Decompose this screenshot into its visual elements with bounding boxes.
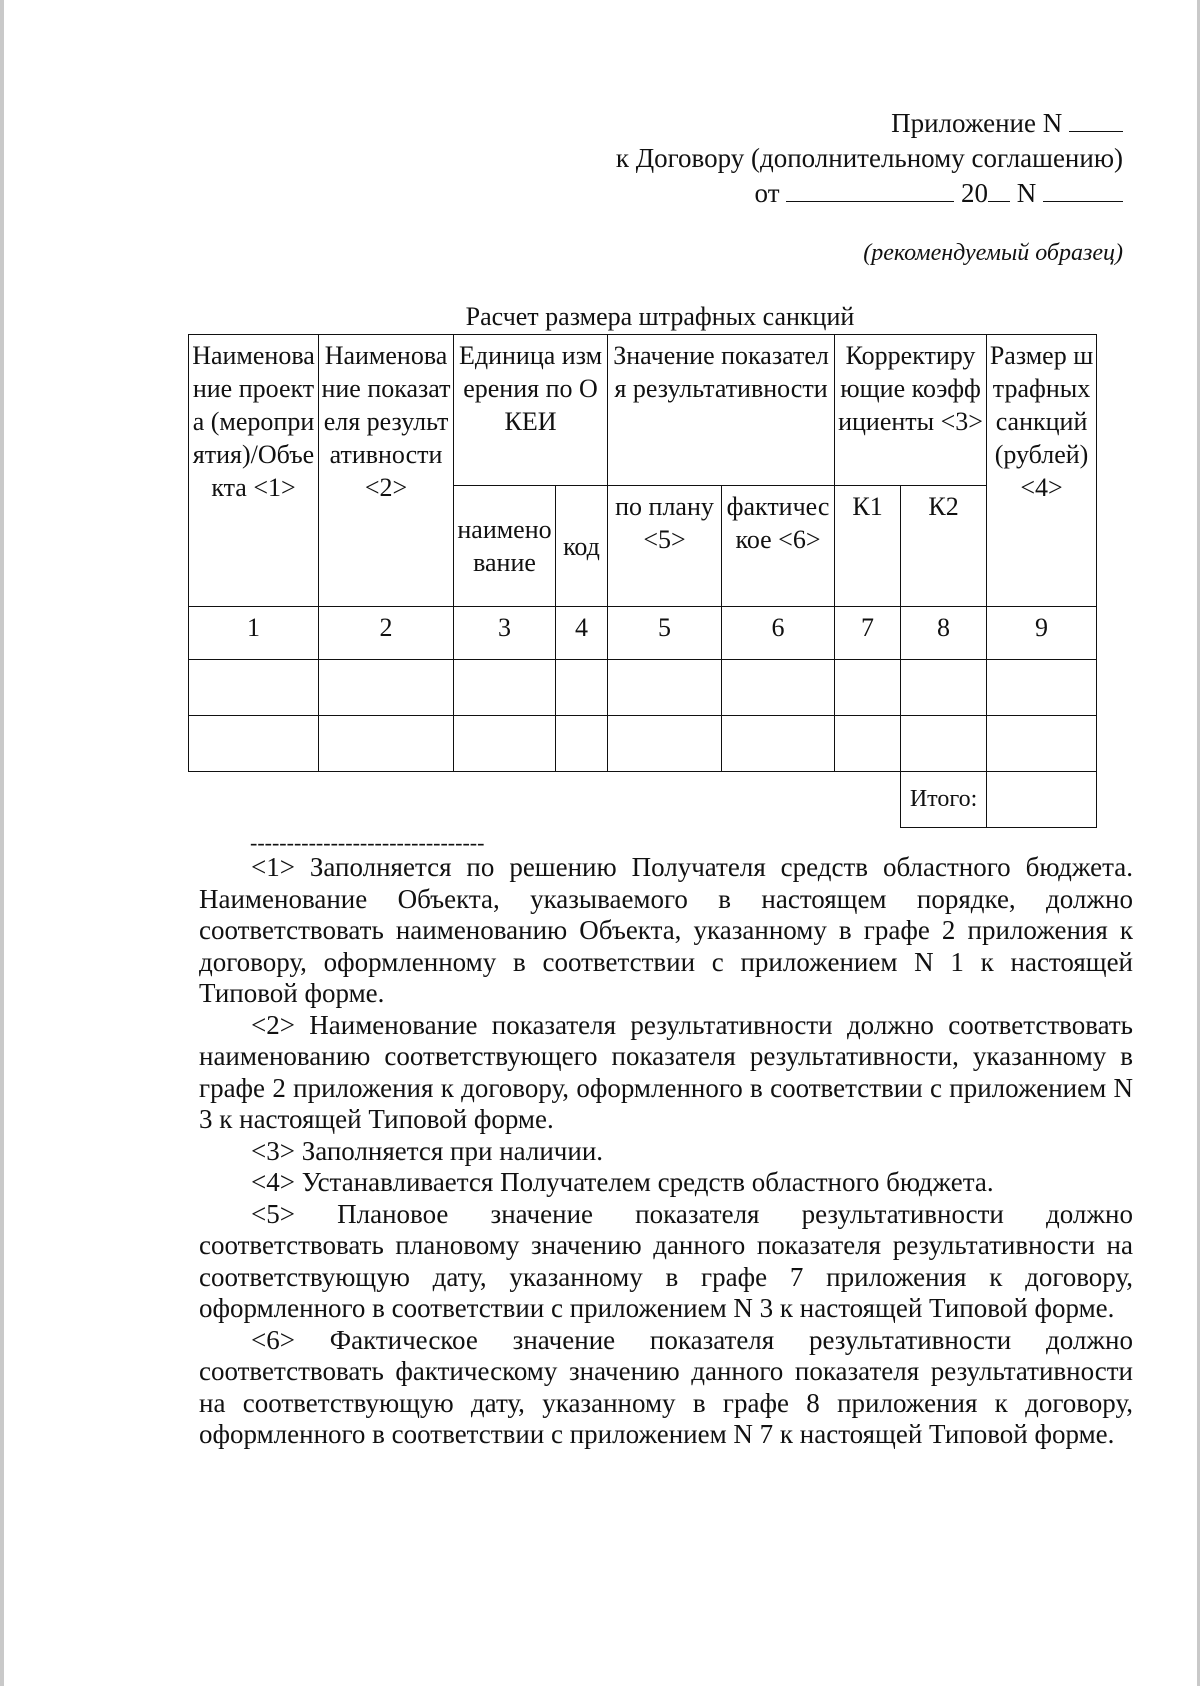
- empty-cell: [556, 660, 608, 716]
- header-line-contract: к Договору (дополнительному соглашению): [615, 143, 1123, 173]
- column-number: 3: [454, 607, 556, 660]
- empty-cell: [901, 660, 987, 716]
- empty-cell: [319, 716, 454, 772]
- column-number: 7: [835, 607, 901, 660]
- empty-cell: [987, 660, 1097, 716]
- total-row: [189, 772, 1097, 828]
- header-project-name: Наименование проекта (мероприятия)/Объекта <1>: [189, 335, 319, 607]
- scan-edge-left: [0, 0, 4, 1686]
- footnote-4: <4> Устанавливается Получателем средств областного бюджета.: [251, 1167, 994, 1197]
- column-number: 5: [608, 607, 722, 660]
- total-spacer: [189, 772, 901, 828]
- header-unit-okei: Единица измерения по ОКЕИ: [454, 335, 608, 486]
- year-blank: [988, 179, 1010, 202]
- table-row: [189, 716, 1097, 772]
- footnote-5: <5> Плановое значение показателя результативности должно соответствовать плановому значению данного показателя результативности на соответствующую дату, указанному в графе 7 приложения к договору, оформленного в соответствии с приложением N 3 к настоящей Типовой форме.: [199, 1198, 1133, 1323]
- empty-cell: [189, 660, 319, 716]
- footnote-1: <1> Заполняется по решению Получателя средств областного бюджета. Наименование Объекта, указываемого в настоящем порядке, должно соответствовать наименованию Объекта, указанному в графе 2 приложения к договору, оформленному в соответствии с приложением N 1 к настоящей Типовой форме.: [199, 852, 1133, 1008]
- header-unit-code: код: [556, 486, 608, 607]
- header-correction-coefficients: Корректирующие коэффициенты <3>: [835, 335, 987, 486]
- appendix-label: Приложение N: [891, 108, 1063, 138]
- empty-cell: [454, 716, 556, 772]
- empty-cell: [835, 716, 901, 772]
- recommended-sample-note: (рекомендуемый образец): [863, 240, 1123, 266]
- column-number: 9: [987, 607, 1097, 660]
- header-indicator-value: Значение показателя результативности: [608, 335, 835, 486]
- empty-cell: [556, 716, 608, 772]
- document-header: [616, 106, 1123, 211]
- header-k2: К2: [901, 486, 987, 607]
- empty-cell: [987, 716, 1097, 772]
- year-prefix: 20: [961, 178, 988, 208]
- number-blank: [1043, 179, 1123, 202]
- number-label: N: [1016, 178, 1037, 208]
- empty-cell: [454, 660, 556, 716]
- date-blank: [786, 179, 954, 202]
- empty-cell: [901, 716, 987, 772]
- column-number: 1: [189, 607, 319, 660]
- total-label: Итого:: [901, 772, 987, 828]
- footnote-separator: --------------------------------: [250, 830, 485, 855]
- header-k1: К1: [835, 486, 901, 607]
- header-indicator-name: Наименование показателя результативности <2>: [319, 335, 454, 607]
- date-prefix: от: [754, 178, 780, 208]
- empty-cell: [319, 660, 454, 716]
- footnotes: [199, 852, 1133, 1451]
- column-number: 8: [901, 607, 987, 660]
- column-number: 6: [722, 607, 835, 660]
- header-value-fact: фактическое <6>: [722, 486, 835, 607]
- empty-cell: [608, 716, 722, 772]
- column-numbers-row: [189, 607, 1097, 660]
- appendix-number-blank: [1069, 109, 1123, 132]
- column-number: 2: [319, 607, 454, 660]
- table-title: Расчет размера штрафных санкций: [465, 302, 855, 331]
- table-row: [189, 660, 1097, 716]
- empty-cell: [189, 716, 319, 772]
- column-number: 4: [556, 607, 608, 660]
- footnote-3: <3> Заполняется при наличии.: [251, 1135, 604, 1166]
- header-line-appendix: [616, 106, 1123, 141]
- header-line-date: [616, 176, 1123, 211]
- empty-cell: [722, 660, 835, 716]
- sanctions-table: [188, 334, 1097, 828]
- empty-cell: [608, 660, 722, 716]
- footnote-2: <2> Наименование показателя результативности должно соответствовать наименованию соответствующего показателя результативности, указанному в графе 2 приложения к договору, оформленного в соответствии с приложением N 3 к настоящей Типовой форме.: [199, 1009, 1133, 1134]
- header-unit-name: наименование: [454, 486, 556, 607]
- footnote-6: <6> Фактическое значение показателя результативности должно соответствовать фактическому значению данного показателя результативности на соответствующую дату, указанному в графе 8 приложения к договору, оформленного в соответствии с приложением N 7 к настоящей Типовой форме.: [199, 1324, 1133, 1449]
- empty-cell: [722, 716, 835, 772]
- total-value-cell: [987, 772, 1097, 828]
- empty-cell: [835, 660, 901, 716]
- header-value-plan: по плану <5>: [608, 486, 722, 607]
- header-penalty-amount: Размер штрафных санкций (рублей) <4>: [987, 335, 1097, 607]
